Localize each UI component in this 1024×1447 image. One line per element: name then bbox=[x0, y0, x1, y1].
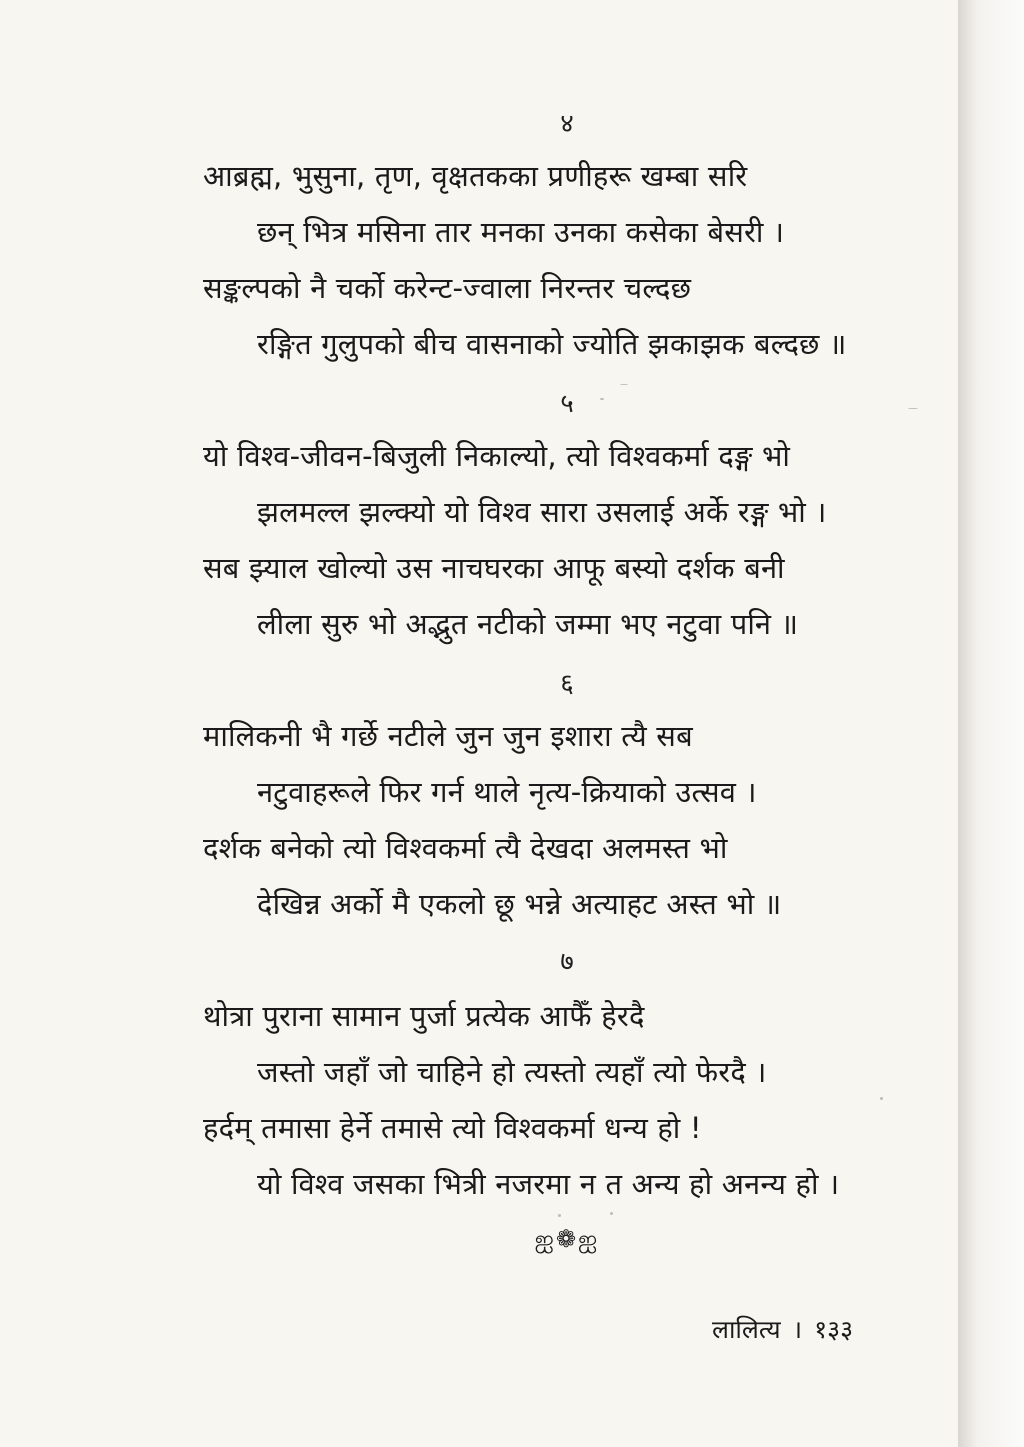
verse-line: देखिन्न अर्को मै एकलो छू भन्ने अत्याहट अस्त भो ॥ bbox=[257, 887, 782, 921]
verse-line: सङ्कल्पको नै चर्को करेन्ट-ज्वाला निरन्तर चल्दछ bbox=[203, 271, 692, 305]
book-title: लालित्य bbox=[712, 1315, 781, 1344]
verse-line: यो विश्व-जीवन-बिजुली निकाल्यो, त्यो विश्वकर्मा दङ्ग भो bbox=[203, 439, 791, 473]
verse-line: आब्रह्म, भुसुना, तृण, वृक्षतकका प्रणीहरू खम्बा सरि bbox=[203, 159, 748, 193]
verse-line: छन् भित्र मसिना तार मनका उनका कसेका बेसरी । bbox=[257, 215, 785, 249]
verse-line: जस्तो जहाँ जो चाहिने हो त्यस्तो त्यहाँ त्यो फेरदै । bbox=[257, 1055, 767, 1089]
verse-line: झलमल्ल झल्क्यो यो विश्व सारा उसलाई अर्के रङ्ग भो । bbox=[257, 495, 827, 529]
verse-line: हर्दम् तमासा हेर्ने तमासे त्यो विश्वकर्मा धन्य हो ! bbox=[203, 1111, 702, 1145]
page-number: १३३ bbox=[814, 1315, 854, 1344]
verse-line: लीला सुरु भो अद्भुत नटीको जम्मा भए नटुवा पनि ॥ bbox=[257, 607, 799, 641]
page-edge bbox=[958, 0, 1024, 1447]
page-footer bbox=[712, 1312, 853, 1346]
stanza-number: ५ bbox=[560, 389, 574, 419]
verse-line: मालिकनी भै गर्छे नटीले जुन जुन इशारा त्यै सब bbox=[203, 719, 693, 753]
verse-line: सब झ्याल खोल्यो उस नाचघरका आफू बस्यो दर्शक बनी bbox=[203, 551, 785, 585]
stanza-number: ४ bbox=[560, 109, 574, 139]
stanza-number: ६ bbox=[560, 669, 574, 699]
verse-line: यो विश्व जसका भित्री नजरमा न त अन्य हो अनन्य हो । bbox=[257, 1167, 840, 1201]
verse-line: दर्शक बनेको त्यो विश्वकर्मा त्यै देखदा अलमस्त भो bbox=[203, 831, 728, 865]
verse-line: नटुवाहरूले फिर गर्न थाले नृत्य-क्रियाको उत्सव । bbox=[257, 775, 757, 809]
stanza-number: ७ bbox=[560, 947, 574, 977]
ornament-divider: ஐ❁ஐ bbox=[534, 1225, 600, 1253]
verse-line: रङ्गित गुलुपको बीच वासनाको ज्योति झकाझक बल्दछ ॥ bbox=[257, 327, 847, 361]
verse-line: थोत्रा पुराना सामान पुर्जा प्रत्येक आफैँ हेरदै bbox=[203, 999, 645, 1033]
footer-separator: । bbox=[792, 1315, 803, 1344]
